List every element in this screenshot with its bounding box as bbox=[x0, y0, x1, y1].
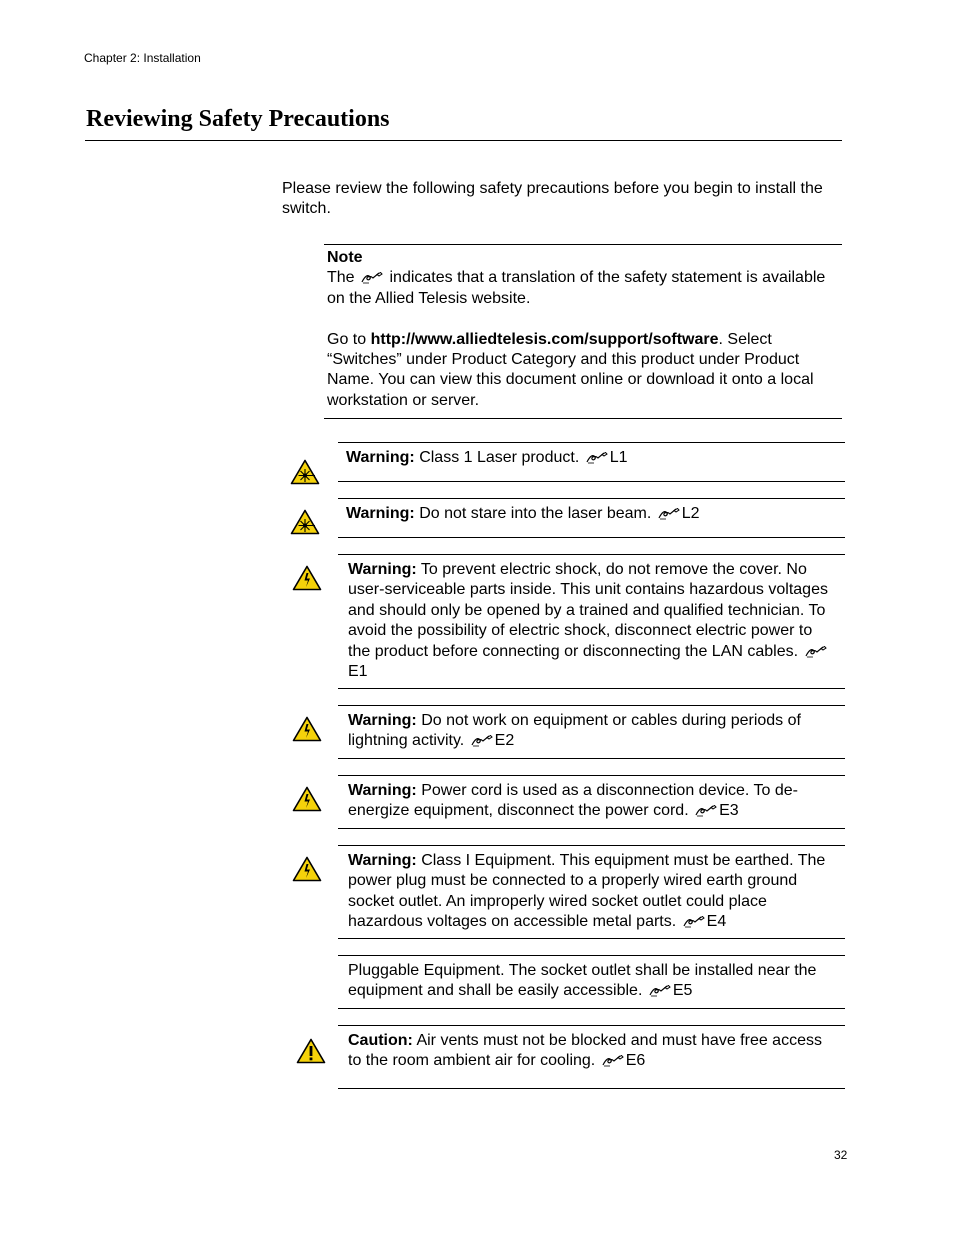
page-title: Reviewing Safety Precautions bbox=[86, 106, 390, 132]
translation-pen-icon bbox=[804, 646, 828, 658]
safety-statement-e5: Pluggable Equipment. The socket outlet shall be installed near the equipment and shall be easily accessible. E5 bbox=[338, 955, 845, 1009]
statement-code: E1 bbox=[348, 663, 368, 681]
electric-shock-warning-icon bbox=[292, 565, 322, 591]
laser-warning-icon bbox=[290, 509, 320, 535]
caution-exclamation-icon bbox=[296, 1038, 326, 1064]
running-header: Chapter 2: Installation bbox=[84, 51, 201, 65]
statement-code: E2 bbox=[494, 732, 515, 750]
safety-statement-e3: Warning: Power cord is used as a disconnection device. To de-energize equipment, disconnect the power cord. E3 bbox=[338, 775, 845, 829]
translation-pen-icon bbox=[657, 508, 681, 520]
electric-shock-warning-icon bbox=[292, 786, 322, 812]
title-rule bbox=[85, 140, 842, 141]
note-paragraph-2: Go to http://www.alliedtelesis.com/support/software. Select “Switches” under Product Category and this product under Product Name. You can view this document online or download it onto a local workstation or server. bbox=[327, 330, 814, 409]
safety-statement-l1: Warning: Class 1 Laser product. L1 bbox=[338, 442, 845, 482]
safety-statement-e4: Warning: Class I Equipment. This equipment must be earthed. The power plug must be connected to a properly wired earth ground socket outlet. An improperly wired socket outlet could place hazardous voltages on accessible metal parts. E4 bbox=[338, 845, 845, 939]
laser-warning-icon bbox=[290, 459, 320, 485]
translation-pen-icon bbox=[360, 272, 384, 284]
note-box bbox=[324, 244, 842, 419]
note-label: Note bbox=[327, 249, 363, 266]
electric-shock-warning-icon bbox=[292, 716, 322, 742]
intro-paragraph: Please review the following safety precautions before you begin to install the switch. bbox=[282, 180, 823, 218]
translation-pen-icon bbox=[470, 735, 494, 747]
statement-code: E5 bbox=[672, 982, 693, 1000]
statement-code: L1 bbox=[609, 449, 628, 466]
translation-pen-icon bbox=[694, 805, 718, 817]
safety-statement-l2: Warning: Do not stare into the laser beam. L2 bbox=[338, 498, 845, 538]
statement-code: E3 bbox=[719, 802, 739, 820]
translation-pen-icon bbox=[648, 985, 672, 997]
statement-code: E6 bbox=[625, 1052, 646, 1070]
safety-statement-e2: Warning: Do not work on equipment or cables during periods of lightning activity. E2 bbox=[338, 705, 845, 759]
safety-statement-e6: Caution: Air vents must not be blocked and must have free access to the room ambient air for cooling. E6 bbox=[338, 1025, 845, 1089]
translation-pen-icon bbox=[601, 1055, 625, 1067]
page-number: 32 bbox=[834, 1148, 848, 1162]
electric-shock-warning-icon bbox=[292, 856, 322, 882]
translation-pen-icon bbox=[585, 452, 609, 464]
statement-code: L2 bbox=[681, 505, 700, 522]
note-paragraph-1: The indicates that a translation of the safety statement is available on the Allied Telesis website. bbox=[327, 269, 826, 307]
statement-code: E4 bbox=[706, 913, 727, 931]
translation-pen-icon bbox=[682, 916, 706, 928]
safety-statement-e1: Warning: To prevent electric shock, do not remove the cover. No user-serviceable parts inside. This unit contains hazardous voltages and should only be opened by a trained and qualified technician. To avoid the possibility of electric shock, disconnect electric power to the product before connecting or disconnecting the LAN cables. E1 bbox=[338, 554, 845, 689]
website-url[interactable]: http://www.alliedtelesis.com/support/software bbox=[370, 330, 719, 348]
